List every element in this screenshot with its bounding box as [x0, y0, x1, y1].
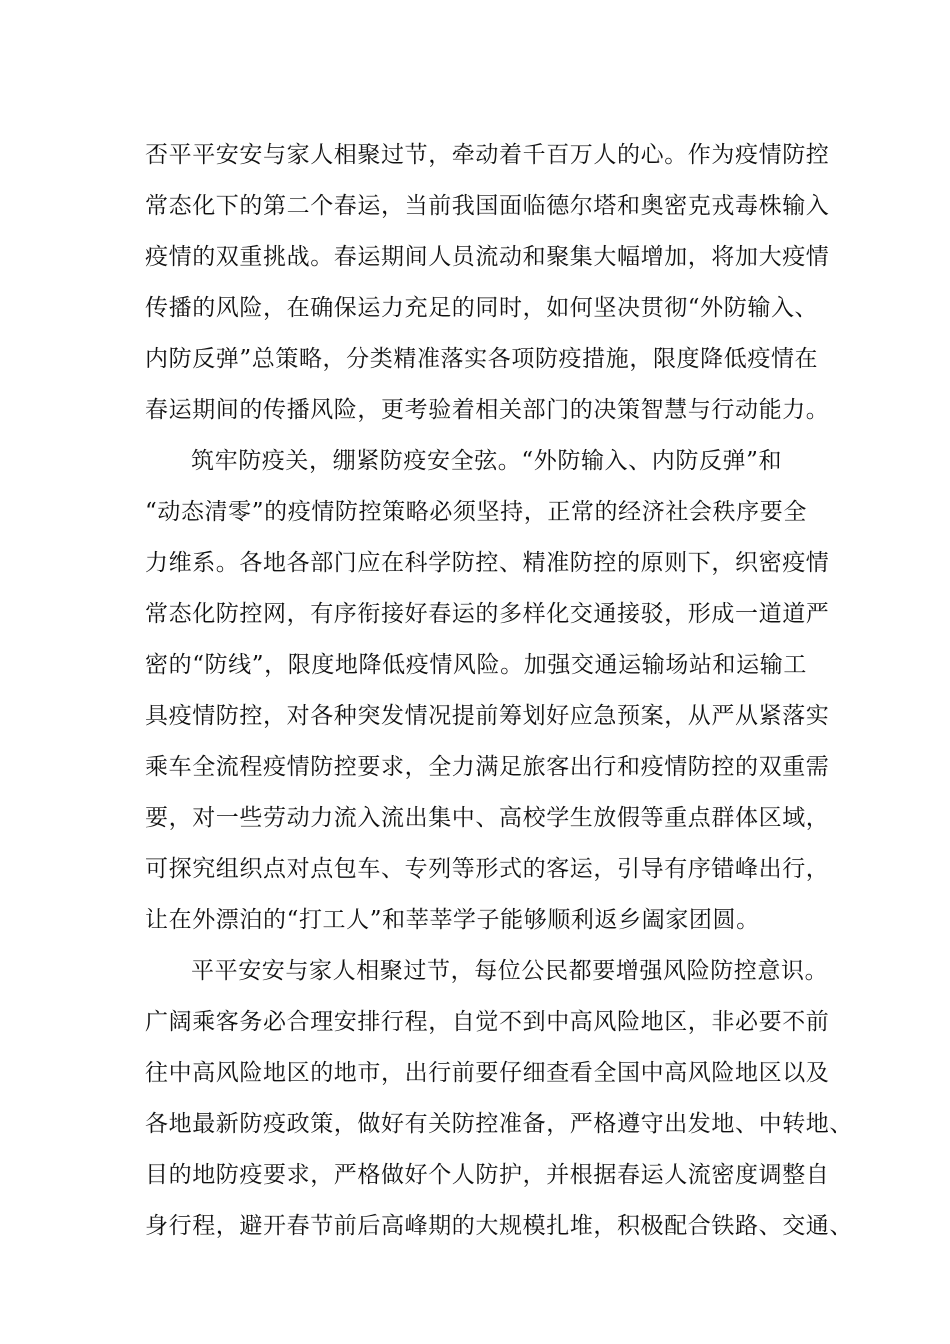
text-line: 目的地防疫要求，严格做好个人防护，并根据春运人流密度调整自 — [145, 1162, 830, 1188]
text-line: 否平平安安与家人相聚过节，牵动着千百万人的心。作为疫情防控 — [145, 142, 830, 168]
text-line: 疫情的双重挑战。春运期间人员流动和聚集大幅增加，将加大疫情 — [145, 244, 830, 270]
text-line: 具疫情防控，对各种突发情况提前筹划好应急预案，从严从紧落实 — [145, 703, 830, 729]
text-line: 广阔乘客务必合理安排行程，自觉不到中高风险地区，非必要不前 — [145, 1009, 830, 1035]
text-line: 传播的风险，在确保运力充足的同时，如何坚决贯彻“外防输入、 — [145, 295, 819, 321]
text-line: 内防反弹”总策略，分类精准落实各项防疫措施，限度降低疫情在 — [145, 346, 819, 372]
text-line: 身行程，避开春节前后高峰期的大规模扎堆，积极配合铁路、交通、 — [145, 1213, 853, 1239]
text-line: “动态清零”的疫情防控策略必须坚持，正常的经济社会秩序要全 — [145, 499, 807, 525]
text-line: 让在外漂泊的“打工人”和莘莘学子能够顺利返乡阖家团圆。 — [145, 907, 760, 933]
text-line: 力维系。各地各部门应在科学防控、精准防控的原则下，织密疫情 — [145, 550, 830, 576]
text-line: 可探究组织点对点包车、专列等形式的客运，引导有序错峰出行， — [145, 856, 830, 882]
text-line: 乘车全流程疫情防控要求，全力满足旅客出行和疫情防控的双重需 — [145, 754, 830, 780]
text-line: 往中高风险地区的地市，出行前要仔细查看全国中高风险地区以及 — [145, 1060, 830, 1086]
text-line: 春运期间的传播风险，更考验着相关部门的决策智慧与行动能力。 — [145, 397, 830, 423]
text-line: 各地最新防疫政策，做好有关防控准备，严格遵守出发地、中转地、 — [145, 1111, 853, 1137]
paragraph-start-line: 筑牢防疫关，绷紧防疫安全弦。“外防输入、内防反弹”和 — [191, 448, 783, 474]
text-line: 常态化防控网，有序衔接好春运的多样化交通接驳，形成一道道严 — [145, 601, 830, 627]
paragraph-start-line: 平平安安与家人相聚过节，每位公民都要增强风险防控意识。 — [191, 958, 829, 984]
text-line: 密的“防线”，限度地降低疫情风险。加强交通运输场站和运输工 — [145, 652, 807, 678]
text-line: 要，对一些劳动力流入流出集中、高校学生放假等重点群体区域， — [145, 805, 830, 831]
body-text — [145, 130, 853, 1252]
text-line: 常态化下的第二个春运，当前我国面临德尔塔和奥密克戎毒株输入 — [145, 193, 830, 219]
